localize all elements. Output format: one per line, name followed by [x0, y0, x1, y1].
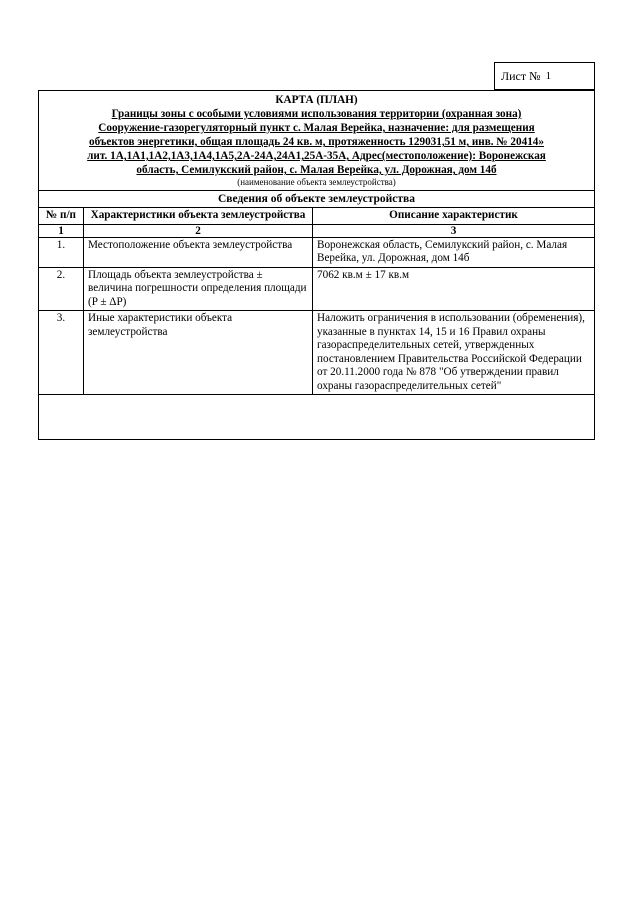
- sheet-label: Лист №: [501, 68, 541, 83]
- row-description: 7062 кв.м ± 17 кв.м: [313, 267, 595, 311]
- description-line: лит. 1А,1А1,1А2,1А3,1А4,1А5,2А-24А,24А1,25А-35А, Адрес(местоположение): Воронежская: [87, 150, 546, 162]
- column-number: 3: [313, 224, 595, 237]
- document-frame: [38, 90, 595, 440]
- column-header-number: № п/п: [39, 208, 84, 224]
- row-number: 3.: [39, 311, 84, 395]
- row-number: 1.: [39, 237, 84, 267]
- description-line: Сооружение-газорегуляторный пункт с. Малая Верейка, назначение: для размещения: [98, 122, 535, 134]
- row-characteristic: Местоположение объекта землеустройства: [84, 237, 313, 267]
- row-description: Воронежская область, Семилукский район, с. Малая Верейка, ул. Дорожная, дом 14б: [313, 237, 595, 267]
- row-description: Наложить ограничения в использовании (обременения), указанные в пунктах 14, 15 и 16 Правил охраны газораспределительных сетей, утвержденных постановлением Правительства Российской Федерации от 20.11.2000 года № 878 "Об утверждении правил охраны газораспределительных сетей": [313, 311, 595, 395]
- column-header-description: Описание характеристик: [313, 208, 595, 224]
- description-line: Границы зоны с особыми условиями использования территории (охранная зона): [111, 108, 522, 120]
- description-line: объектов энергетики, общая площадь 24 кв. м, протяженность 129031,51 м, инв. № 20414»: [88, 136, 544, 148]
- document-header: [39, 91, 594, 190]
- sheet-number: 1: [545, 70, 552, 82]
- column-header-characteristics: Характеристики объекта землеустройства: [84, 208, 313, 224]
- section-title: Сведения об объекте землеустройства: [39, 190, 594, 208]
- column-number-row: [39, 224, 594, 237]
- object-caption: (наименование объекта землеустройства): [237, 177, 396, 187]
- table-row: [39, 267, 594, 311]
- document-title: КАРТА (ПЛАН): [275, 94, 358, 106]
- table-header-row: [39, 208, 594, 224]
- column-number: 1: [39, 224, 84, 237]
- sheet-number-box: [494, 62, 595, 90]
- table-row: [39, 237, 594, 267]
- object-description: [39, 107, 594, 177]
- description-line: область, Семилукский район, с. Малая Верейка, ул. Дорожная, дом 14б: [136, 164, 497, 176]
- column-number: 2: [84, 224, 313, 237]
- row-characteristic: Иные характеристики объекта землеустройства: [84, 311, 313, 395]
- table-row: [39, 311, 594, 395]
- characteristics-table: [39, 208, 594, 395]
- row-characteristic: Площадь объекта землеустройства ± величина погрешности определения площади (P ± ΔP): [84, 267, 313, 311]
- row-number: 2.: [39, 267, 84, 311]
